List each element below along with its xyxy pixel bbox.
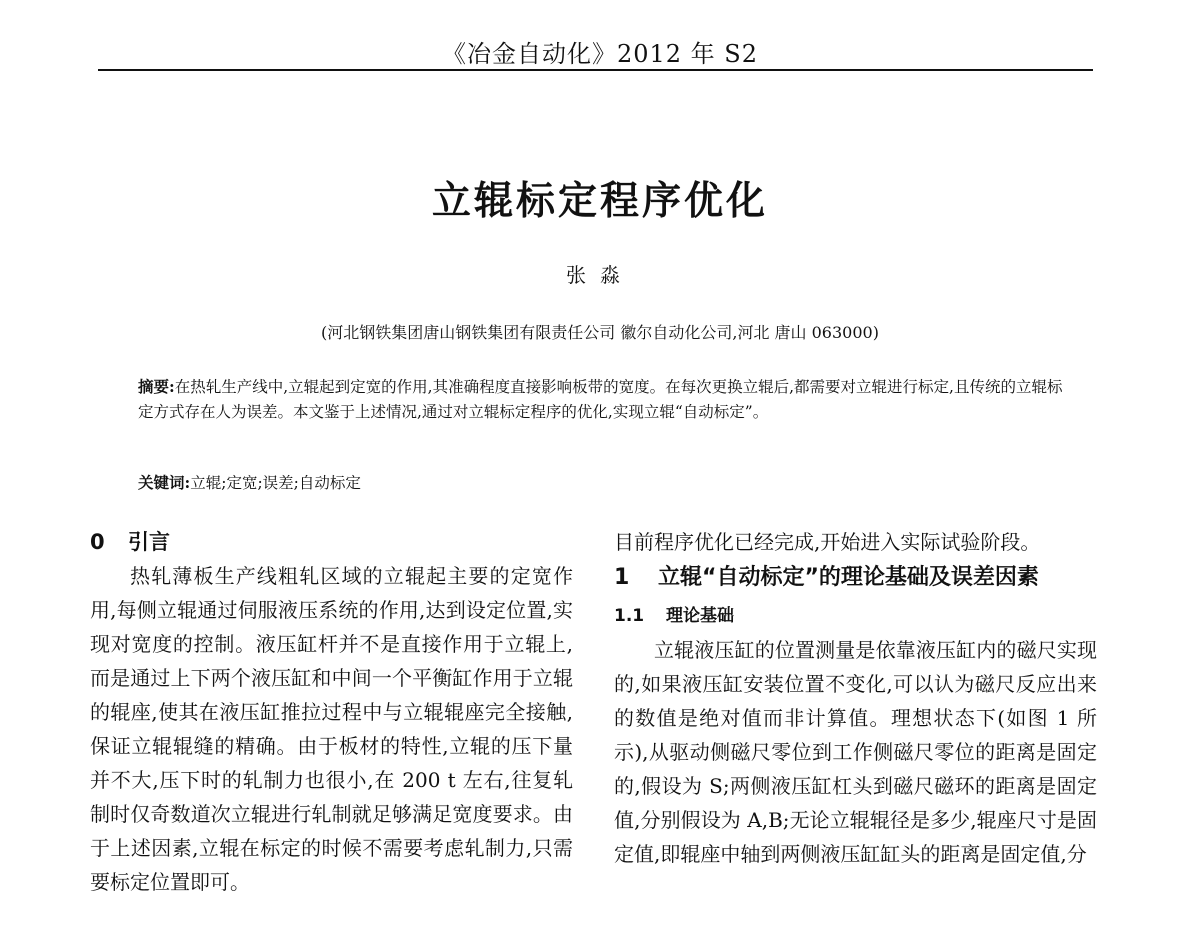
abstract-label: 摘要: [138,377,175,396]
keywords-label: 关键词: [138,473,191,492]
section-0-title: 引言 [128,530,170,554]
section-0-paragraph: 热轧薄板生产线粗轧区域的立辊起主要的定宽作用,每侧立辊通过伺服液压系统的作用,达到设定位置,实现对宽度的控制。液压缸杆并不是直接作用于立辊上,而是通过上下两个液压缸和中间一个平衡缸作用于立辊的辊座,使其在液压缸推拉过程中与立辊辊座完全接触,保证立辊辊缝的精确。由于板材的特性,立辊的压下量并不大,压下时的轧制力也很小,在 200 t 左右,往复轧制时仅奇数道次立辊进行轧制就足够满足宽度要求。由于上述因素,立辊在标定的时候不需要考虑轧制力,只需要标定位置即可。 [90,564,573,894]
subsection-1-1-number: 1.1 [614,606,645,626]
subsection-1-1-heading [614,599,1097,633]
header-rule [98,69,1093,71]
subsection-1-1-paragraph: 立辊液压缸的位置测量是依靠液压缸内的磁尺实现的,如果液压缸安装位置不变化,可以认为磁尺反应出来的数值是绝对值而非计算值。理想状态下(如图 1 所示),从驱动侧磁尺零位到工作侧磁尺零位的距离是固定的,假设为 S;两侧液压缸杠头到磁尺磁环的距离是固定值,分别假设为 A,B;无论立辊辊径是多少,辊座尺寸是固定值,即辊座中轴到两侧液压缸缸头的距离是固定值,分 [614,638,1097,866]
section-0-paragraph-continued: 目前程序优化已经完成,开始进入实际试验阶段。 [614,530,1041,554]
left-column [90,525,573,899]
affiliation: (河北钢铁集团唐山钢铁集团有限责任公司 徽尔自动化公司,河北 唐山 063000) [321,323,879,342]
section-0-heading [90,525,573,559]
section-0-number: 0 [90,530,105,554]
journal-header: 《冶金自动化》2012 年 S2 [441,40,759,68]
subsection-1-1-title: 理论基础 [666,606,734,626]
abstract [138,374,1068,425]
section-1-title: 立辊“自动标定”的理论基础及误差因素 [658,565,1039,590]
author: 张淼 [566,263,634,287]
keywords-text: 立辊;定宽;误差;自动标定 [190,474,361,492]
right-column [614,525,1097,871]
abstract-text: 在热轧生产线中,立辊起到定宽的作用,其准确程度直接影响板带的宽度。在每次更换立辊后,都需要对立辊进行标定,且传统的立辊标定方式存在人为误差。本文鉴于上述情况,通过对立辊标定程序的优化,实现立辊“自动标定”。 [138,378,1063,421]
section-1-heading [614,561,1097,595]
section-1-number: 1 [614,565,630,590]
keywords [138,470,1068,496]
paper-title: 立辊标定程序优化 [431,179,768,224]
